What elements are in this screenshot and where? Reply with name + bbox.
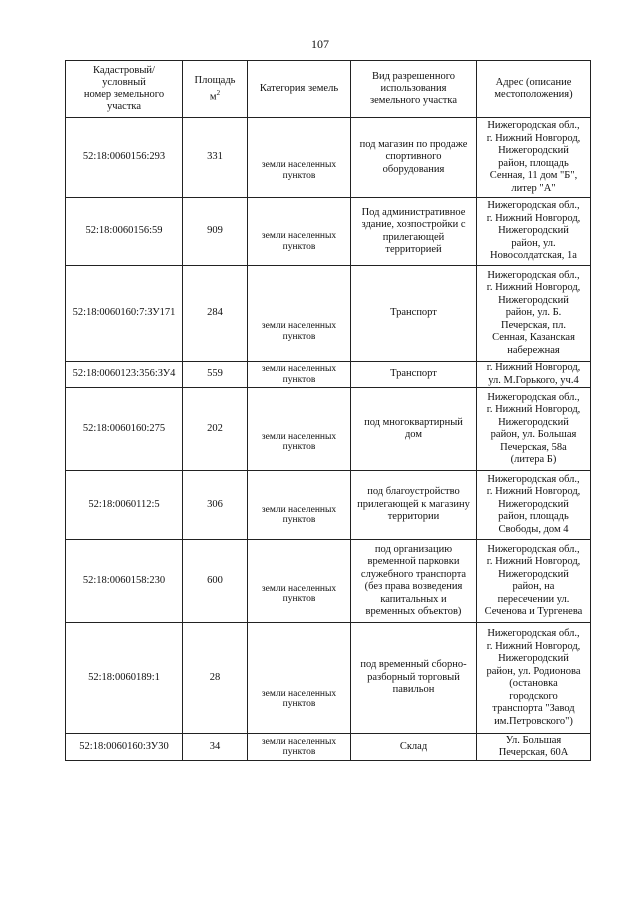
- header-category: Категория земель: [248, 61, 351, 118]
- address: Нижегородская обл., г. Нижний Новгород, Нижегородский район, на пересечении ул. Сеченова и Тургенева: [477, 540, 591, 623]
- address: Нижегородская обл., г. Нижний Новгород, Нижегородский район, площадь Сенная, 11 дом "Б", литер "А": [477, 118, 591, 198]
- cadastral-number: 52:18:0060160:7:ЗУ171: [66, 266, 183, 362]
- land-category: земли населенных пунктов: [248, 388, 351, 471]
- land-category: земли населенных пунктов: [248, 540, 351, 623]
- area-value: 600: [183, 540, 248, 623]
- table-row: [66, 118, 591, 198]
- land-category: земли населенных пунктов: [248, 266, 351, 362]
- table-header-row: [66, 61, 591, 118]
- area-value: 306: [183, 471, 248, 540]
- header-use: Вид разрешенного использования земельного участка: [351, 61, 477, 118]
- cadastral-number: 52:18:0060156:293: [66, 118, 183, 198]
- table-row: [66, 266, 591, 362]
- address: Нижегородская обл., г. Нижний Новгород, Нижегородский район, ул. Родионова (остановка городского транспорта "Завод им.Петровского"): [477, 623, 591, 734]
- permitted-use: Склад: [351, 734, 477, 761]
- permitted-use: под многоквартирный дом: [351, 388, 477, 471]
- permitted-use: Под административное здание, хозпостройки с прилегающей территорией: [351, 198, 477, 266]
- land-category: земли населенных пунктов: [248, 198, 351, 266]
- area-value: 559: [183, 362, 248, 388]
- permitted-use: Транспорт: [351, 362, 477, 388]
- address: Нижегородская обл., г. Нижний Новгород, Нижегородский район, площадь Свободы, дом 4: [477, 471, 591, 540]
- cadastral-number: 52:18:0060160:275: [66, 388, 183, 471]
- permitted-use: Транспорт: [351, 266, 477, 362]
- address: Нижегородская обл., г. Нижний Новгород, Нижегородский район, ул. Б. Печерская, пл. Сенная, Казанская набережная: [477, 266, 591, 362]
- address: Нижегородская обл., г. Нижний Новгород, Нижегородский район, ул. Новосолдатская, 1а: [477, 198, 591, 266]
- permitted-use: под организацию временной парковки служебного транспорта (без права возведения капитальных и временных объектов): [351, 540, 477, 623]
- land-category: земли населенных пунктов: [248, 471, 351, 540]
- cadastral-number: 52:18:0060158:230: [66, 540, 183, 623]
- area-value: 331: [183, 118, 248, 198]
- address: г. Нижний Новгород, ул. М.Горького, уч.4: [477, 362, 591, 388]
- header-area: Площадь $м^2$: [183, 61, 248, 118]
- area-value: 28: [183, 623, 248, 734]
- cadastral-number: 52:18:0060189:1: [66, 623, 183, 734]
- area-value: 284: [183, 266, 248, 362]
- address: Нижегородская обл., г. Нижний Новгород, Нижегородский район, ул. Большая Печерская, 58а (литера Б): [477, 388, 591, 471]
- land-plots-table: [65, 60, 591, 761]
- land-category: земли населенных пунктов: [248, 734, 351, 761]
- cadastral-number: 52:18:0060123:356:ЗУ4: [66, 362, 183, 388]
- area-value: 34: [183, 734, 248, 761]
- table-row: [66, 623, 591, 734]
- land-category: земли населенных пунктов: [248, 362, 351, 388]
- table-row: [66, 388, 591, 471]
- land-category: земли населенных пунктов: [248, 118, 351, 198]
- area-value: 909: [183, 198, 248, 266]
- table-row: [66, 471, 591, 540]
- table-row: [66, 198, 591, 266]
- address: Ул. Большая Печерская, 60А: [477, 734, 591, 761]
- table-row: [66, 734, 591, 761]
- header-cadastral: Кадастровый/ условный номер земельного участка: [66, 61, 183, 118]
- cadastral-number: 52:18:0060156:59: [66, 198, 183, 266]
- permitted-use: под временный сборно- разборный торговый павильон: [351, 623, 477, 734]
- table-row: [66, 540, 591, 623]
- area-unit-superscript: 2: [216, 88, 221, 97]
- area-value: 202: [183, 388, 248, 471]
- cadastral-number: 52:18:0060160:ЗУ30: [66, 734, 183, 761]
- page-number: 107: [311, 37, 329, 51]
- header-address: Адрес (описание местоположения): [477, 61, 591, 118]
- cadastral-number: 52:18:0060112:5: [66, 471, 183, 540]
- table-row: [66, 362, 591, 388]
- permitted-use: под магазин по продаже спортивного оборудования: [351, 118, 477, 198]
- land-category: земли населенных пунктов: [248, 623, 351, 734]
- permitted-use: под благоустройство прилегающей к магазину территории: [351, 471, 477, 540]
